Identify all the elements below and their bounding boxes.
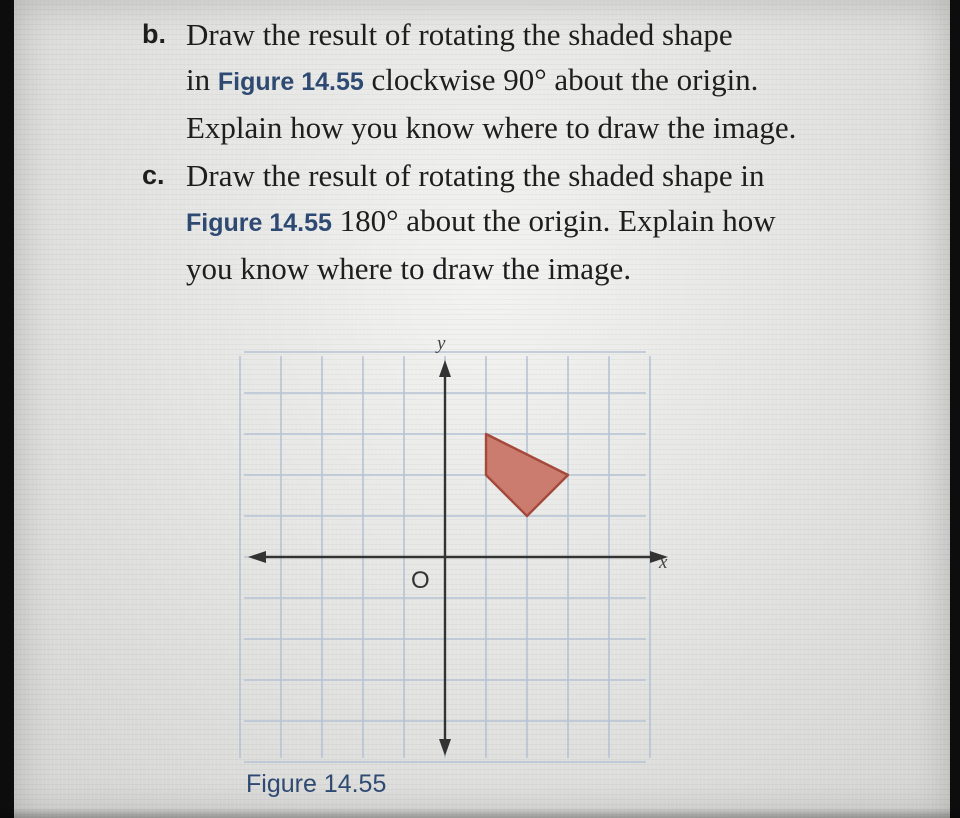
x-axis-arrow-left-icon	[248, 551, 266, 563]
y-axis-label: y	[437, 333, 446, 354]
problem-b-figure-reference: Figure 14.55	[217, 68, 364, 96]
problem-b-line-2-rest: clockwise 90° about the origin.	[363, 62, 759, 97]
x-axis-label: x	[659, 552, 668, 573]
problem-b-marker: b.	[142, 19, 166, 49]
y-axis-arrow-down-icon	[439, 739, 451, 756]
coordinate-grid-figure	[14, 0, 950, 818]
photo-bottom-shadow	[0, 808, 960, 818]
problem-c-marker: c.	[142, 160, 165, 190]
textbook-page	[14, 0, 950, 818]
problem-b-line-2-prefix: in	[186, 62, 218, 97]
figure-caption: Figure 14.55	[246, 770, 387, 798]
y-axis-arrow-up-icon	[439, 360, 451, 377]
problem-c-line-1: Draw the result of rotating the shaded shape in	[186, 158, 765, 193]
problem-c-line-3: you know where to draw the image.	[186, 251, 632, 286]
problem-c-line-2-rest: 180° about the origin. Explain how	[331, 203, 776, 238]
problem-b-line-3: Explain how you know where to draw the image.	[186, 110, 797, 145]
origin-label: O	[411, 567, 430, 594]
problem-b-line-1: Draw the result of rotating the shaded shape	[186, 17, 733, 52]
problem-c-figure-reference: Figure 14.55	[186, 209, 332, 237]
